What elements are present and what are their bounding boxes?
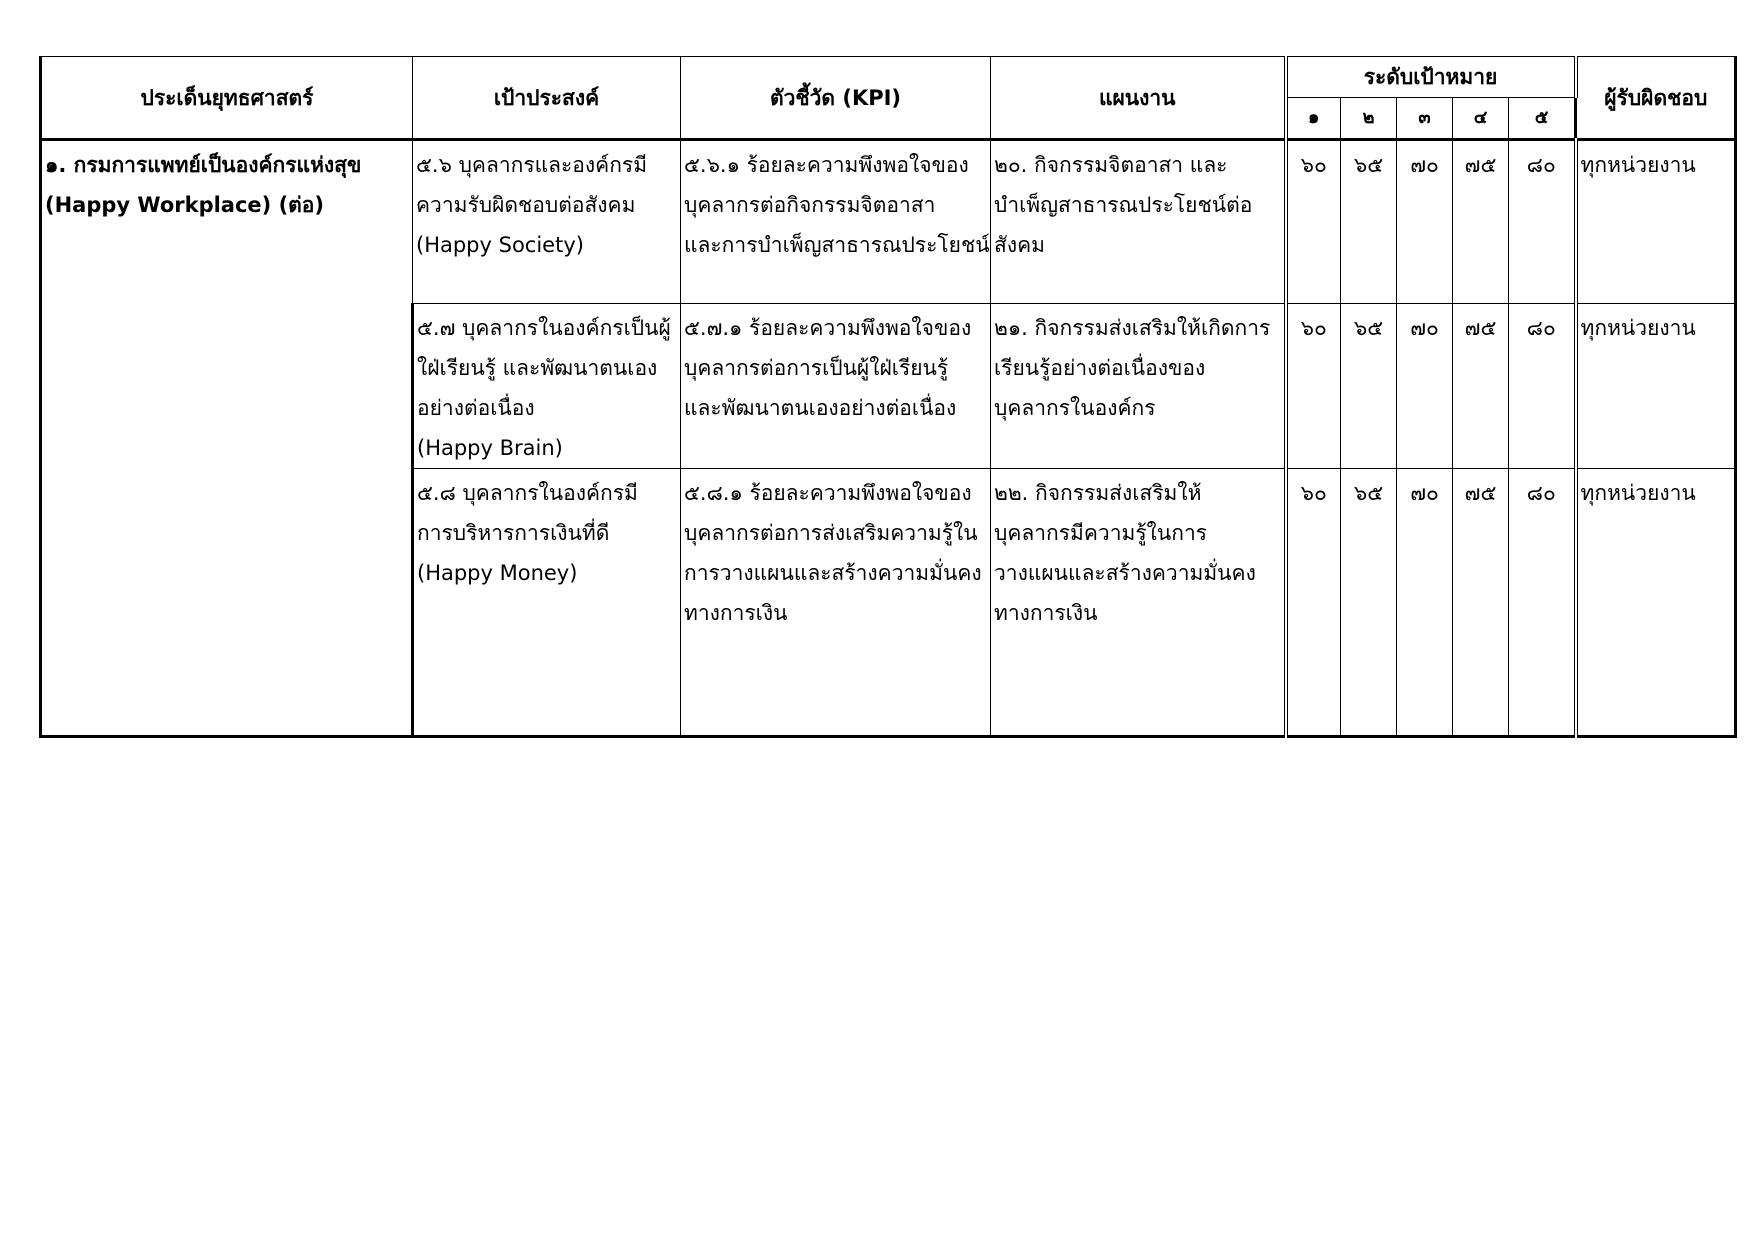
- kpi-line: และพัฒนาตนเองอย่างต่อเนื่อง: [684, 396, 957, 420]
- objective-line: (Happy Society): [416, 233, 584, 257]
- kpi-cell: [681, 140, 991, 304]
- objective-line: การบริหารการเงินที่ดี: [417, 521, 610, 545]
- target-value: ๗๕: [1453, 140, 1509, 304]
- plan-cell: [991, 469, 1286, 737]
- plan-line: เรียนรู้อย่างต่อเนื่องของ: [994, 356, 1206, 380]
- target-value: ๖๕: [1341, 469, 1397, 737]
- target-value: ๘๐: [1509, 469, 1576, 737]
- target-value: ๗๐: [1397, 304, 1453, 469]
- kpi-line: บุคลากรต่อการเป็นผู้ใฝ่เรียนรู้: [684, 356, 949, 380]
- target-value: ๗๕: [1453, 304, 1509, 469]
- plan-cell: [991, 304, 1286, 469]
- target-value: ๘๐: [1509, 304, 1576, 469]
- kpi-cell: [681, 304, 991, 469]
- plan-line: ๒๑. กิจกรรมส่งเสริมให้เกิดการ: [994, 316, 1271, 340]
- target-value: ๗๐: [1397, 140, 1453, 304]
- header-level-3: ๓: [1397, 98, 1453, 140]
- header-kpi: ตัวชี้วัด (KPI): [681, 57, 991, 140]
- responsible-cell: ทุกหน่วยงาน: [1576, 469, 1736, 737]
- plan-line: บุคลากรมีความรู้ในการ: [994, 521, 1208, 545]
- kpi-line: การวางแผนและสร้างความมั่นคง: [684, 561, 982, 585]
- kpi-line: และการบำเพ็ญสาธารณประโยชน์: [684, 233, 990, 257]
- target-value: ๖๐: [1286, 140, 1341, 304]
- objective-line: ๕.๗ บุคลากรในองค์กรเป็นผู้: [417, 316, 671, 340]
- objective-cell: [413, 140, 681, 304]
- header-strategy: ประเด็นยุทธศาสตร์: [41, 57, 413, 140]
- kpi-line: ทางการเงิน: [684, 601, 788, 625]
- header-plan: แผนงาน: [991, 57, 1286, 140]
- plan-line: วางแผนและสร้างความมั่นคง: [994, 561, 1256, 585]
- plan-cell: [991, 140, 1286, 304]
- kpi-line: ๕.๖.๑ ร้อยละความพึงพอใจของ: [684, 153, 969, 177]
- header-level-1: ๑: [1286, 98, 1341, 140]
- target-value: ๗๕: [1453, 469, 1509, 737]
- strategy-line: (Happy Workplace) (ต่อ): [45, 193, 325, 217]
- responsible-cell: ทุกหน่วยงาน: [1576, 140, 1736, 304]
- target-value: ๖๕: [1341, 304, 1397, 469]
- objective-cell: [413, 469, 681, 737]
- objective-line: ๕.๖ บุคลากรและองค์กรมี: [416, 153, 648, 177]
- header-level-2: ๒: [1341, 98, 1397, 140]
- header-responsible: ผู้รับผิดชอบ: [1576, 57, 1736, 140]
- kpi-line: บุคลากรต่อกิจกรรมจิตอาสา: [684, 193, 936, 217]
- kpi-line: ๕.๗.๑ ร้อยละความพึงพอใจของ: [684, 316, 972, 340]
- responsible-cell: ทุกหน่วยงาน: [1576, 304, 1736, 469]
- plan-line: ๒๐. กิจกรรมจิตอาสา และ: [994, 153, 1228, 177]
- target-value: ๖๕: [1341, 140, 1397, 304]
- target-value: ๗๐: [1397, 469, 1453, 737]
- objective-cell: [413, 304, 681, 469]
- objective-line: อย่างต่อเนื่อง: [417, 396, 535, 420]
- target-value: ๖๐: [1286, 469, 1341, 737]
- target-value: ๖๐: [1286, 304, 1341, 469]
- strategy-plan-table: [39, 56, 1737, 738]
- objective-line: ความรับผิดชอบต่อสังคม: [416, 193, 636, 217]
- plan-line: ทางการเงิน: [994, 601, 1098, 625]
- header-objective: เป้าประสงค์: [413, 57, 681, 140]
- header-level-5: ๕: [1509, 98, 1576, 140]
- header-target-level: ระดับเป้าหมาย: [1286, 57, 1576, 98]
- target-value: ๘๐: [1509, 140, 1576, 304]
- strategy-cell: [41, 140, 413, 737]
- plan-line: ๒๒. กิจกรรมส่งเสริมให้: [994, 481, 1202, 505]
- kpi-cell: [681, 469, 991, 737]
- plan-line: สังคม: [994, 233, 1045, 257]
- kpi-line: ๕.๘.๑ ร้อยละความพึงพอใจของ: [684, 481, 972, 505]
- objective-line: ใฝ่เรียนรู้ และพัฒนาตนเอง: [417, 356, 658, 380]
- plan-line: บุคลากรในองค์กร: [994, 396, 1156, 420]
- objective-line: (Happy Brain): [417, 436, 563, 460]
- table-row: [41, 140, 1736, 304]
- plan-line: บำเพ็ญสาธารณประโยชน์ต่อ: [994, 193, 1253, 217]
- kpi-line: บุคลากรต่อการส่งเสริมความรู้ใน: [684, 521, 978, 545]
- objective-line: (Happy Money): [417, 561, 578, 585]
- objective-line: ๕.๘ บุคลากรในองค์กรมี: [417, 481, 638, 505]
- strategy-line: ๑. กรมการแพทย์เป็นองค์กรแห่งสุข: [45, 153, 362, 177]
- header-level-4: ๔: [1453, 98, 1509, 140]
